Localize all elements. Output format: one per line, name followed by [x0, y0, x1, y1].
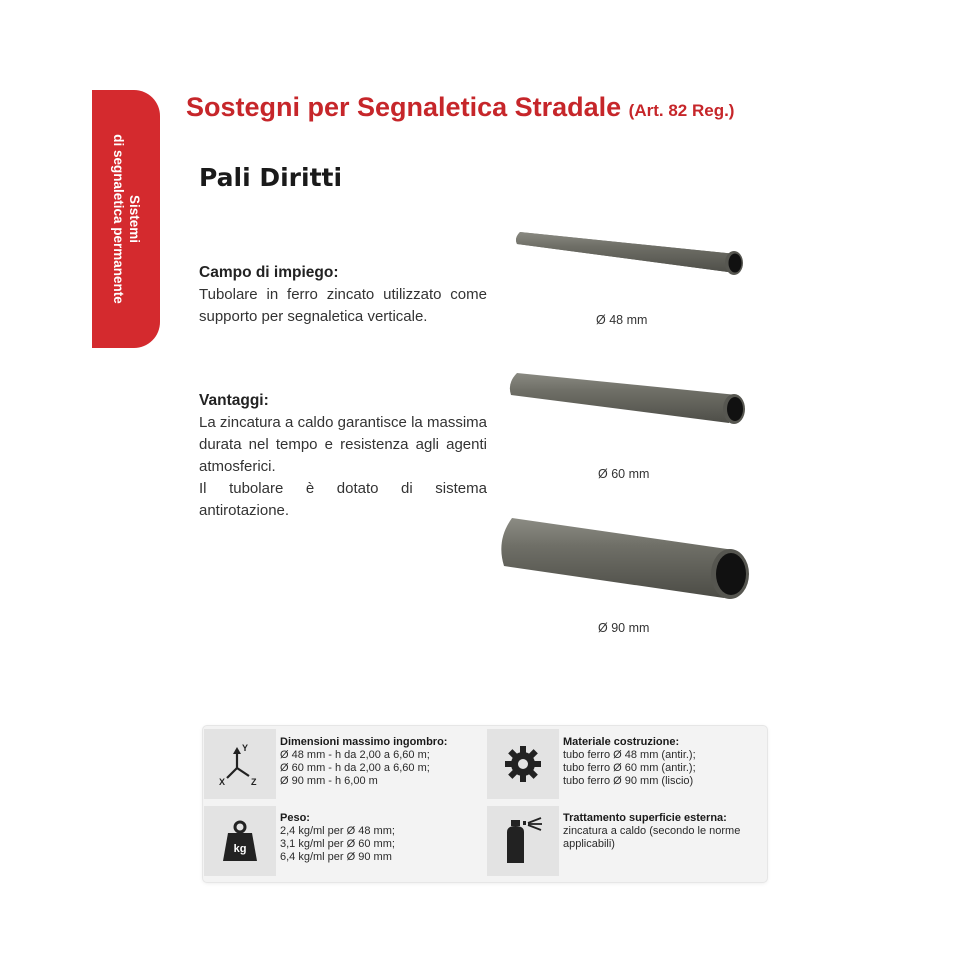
page-title: [186, 92, 734, 123]
pipe-90-image: [498, 512, 756, 604]
material-title: Materiale costruzione:: [563, 736, 680, 748]
dimensions-line: Ø 90 mm - h 6,00 m: [280, 775, 378, 787]
material-line: tubo ferro Ø 60 mm (antir.);: [563, 762, 696, 774]
category-tab-line1: Sistemi: [127, 194, 142, 244]
axis-y-label: Y: [242, 743, 249, 753]
advantages-text-2: Il tubolare è dotato di sistema antirotazione.: [199, 480, 487, 519]
treatment-line: zincatura a caldo (secondo le norme applicabili): [563, 825, 741, 850]
weight-line: 6,4 kg/ml per Ø 90 mm: [280, 851, 392, 863]
pipe-48-label: Ø 48 mm: [596, 313, 648, 327]
axis-z-label: Z: [251, 777, 257, 787]
advantages-text-1: La zincatura a caldo garantisce la massima durata nel tempo e resistenza agli agenti atmosferici.: [199, 414, 487, 475]
gear-icon: [503, 744, 543, 784]
dimensions-line: Ø 60 mm - h da 2,00 a 6,60 m;: [280, 762, 430, 774]
weight-icon-box: [204, 806, 276, 876]
pipe-48-image: [510, 222, 750, 284]
treatment-spec: [563, 812, 753, 851]
treatment-title: Trattamento superficie esterna:: [563, 812, 727, 824]
page-title-text: Sostegni per Segnaletica Stradale: [186, 92, 622, 122]
category-tab-label: [110, 104, 142, 334]
advantages-heading: Vantaggi:: [199, 392, 269, 409]
dimensions-icon-box: [204, 729, 276, 799]
specs-panel: [203, 726, 767, 882]
usage-heading: Campo di impiego:: [199, 264, 339, 281]
material-line: tubo ferro Ø 90 mm (liscio): [563, 775, 694, 787]
dimensions-title: Dimensioni massimo ingombro:: [280, 736, 448, 748]
weight-title: Peso:: [280, 812, 310, 824]
category-tab-line2: di segnaletica permanente: [111, 134, 126, 304]
weight-icon-text: kg: [233, 843, 247, 855]
usage-section: [199, 262, 487, 328]
axis-x-label: X: [219, 777, 226, 787]
treatment-icon-box: [487, 806, 559, 876]
weight-line: 3,1 kg/ml per Ø 60 mm;: [280, 838, 395, 850]
weight-spec: [280, 812, 480, 864]
product-title: Pali Diritti: [199, 163, 343, 192]
dimensions-line: Ø 48 mm - h da 2,00 a 6,60 m;: [280, 749, 430, 761]
dimensions-spec: [280, 736, 480, 788]
axes-icon: [215, 739, 265, 789]
usage-text: Tubolare in ferro zincato utilizzato come supporto per segnaletica verticale.: [199, 286, 487, 325]
weight-line: 2,4 kg/ml per Ø 48 mm;: [280, 825, 395, 837]
category-tab: [92, 90, 160, 348]
pipe-90-label: Ø 90 mm: [598, 621, 650, 635]
article-reference: (Art. 82 Reg.): [628, 101, 735, 120]
weight-icon: [220, 819, 260, 863]
spray-can-icon: [501, 816, 545, 866]
pipe-60-label: Ø 60 mm: [598, 467, 650, 481]
pipe-60-image: [505, 365, 750, 435]
advantages-section: [199, 390, 487, 522]
material-line: tubo ferro Ø 48 mm (antir.);: [563, 749, 696, 761]
material-spec: [563, 736, 763, 788]
material-icon-box: [487, 729, 559, 799]
